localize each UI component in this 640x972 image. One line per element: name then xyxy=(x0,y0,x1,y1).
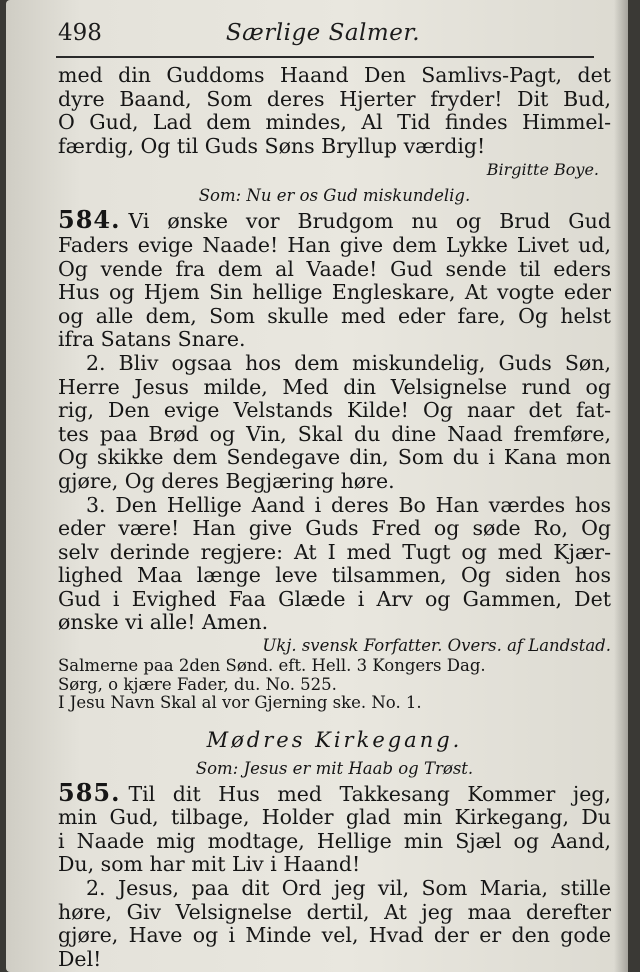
text-line: Og skikke dem Sendegave din, Som du i Kana mon xyxy=(58,446,611,470)
text-line: Og vende fra dem al Vaade! Gud sende til eders xyxy=(58,257,611,281)
page-number: 498 xyxy=(58,20,102,46)
reference-line: I Jesu Navn Skal al vor Gjerning ske. No. 1. xyxy=(58,694,422,713)
hymn-585-verse-1 xyxy=(58,781,611,877)
translator-attribution: Ukj. svensk Forfatter. Overs. af Landstad. xyxy=(262,636,611,656)
hymn-584-tune: Som: Nu er os Gud miskundelig. xyxy=(198,186,471,206)
text-line: 585. Til dit Hus med Takkesang Kommer jeg, xyxy=(58,781,611,807)
text-line: rig, Den evige Velstands Kilde! Og naar det fat- xyxy=(58,399,611,423)
text-line: O Gud, Lad dem mindes, Al Tid findes Himmel- xyxy=(58,111,611,135)
book-page xyxy=(6,0,628,972)
text-line: selv derinde regjere: At I med Tugt og med Kjær- xyxy=(58,540,611,564)
text-line: og alle dem, Som skulle med eder fare, Og helst xyxy=(58,304,611,328)
hymn-584-verse-2 xyxy=(58,352,611,494)
text-line: Del! xyxy=(58,947,102,971)
hymn-585-tune: Som: Jesus er mit Haab og Trøst. xyxy=(195,758,474,778)
previous-hymn-ending xyxy=(58,64,611,158)
text-line: ifra Satans Snare. xyxy=(58,328,246,352)
text-line: gjøre, Og deres Begjæring høre. xyxy=(58,469,395,493)
page-header xyxy=(46,20,600,50)
text-line: ønske vi alle! Amen. xyxy=(58,611,269,635)
text-line: dyre Baand, Som deres Hjerter fryder! Dit Bud, xyxy=(58,87,611,111)
hymn-584-verse-3 xyxy=(58,494,611,636)
text-line: Gud i Evighed Faa Glæde i Arv og Gammen, Det xyxy=(58,587,611,611)
section-title: Mødres Kirkegang. xyxy=(206,727,463,752)
text-line: med din Guddoms Haand Den Samlivs-Pagt, det xyxy=(58,64,611,87)
author-attribution: Birgitte Boye. xyxy=(486,160,599,180)
hymn-585-verse-2 xyxy=(58,877,611,971)
reference-line: Salmerne paa 2den Sønd. eft. Hell. 3 Kongers Dag. xyxy=(58,657,486,676)
hymn-584-verse-1 xyxy=(58,208,611,352)
text-line: gjøre, Have og i Minde vel, Hvad der er den gode xyxy=(58,924,611,948)
text-line: 3. Den Hellige Aand i deres Bo Han værdes hos xyxy=(86,493,611,517)
text-line: Hus og Hjem Sin hellige Engleskare, At vogte eder xyxy=(58,281,611,305)
hymn-number: 584. xyxy=(58,208,121,234)
running-title: Særlige Salmer. xyxy=(225,20,421,46)
text-line: høre, Giv Velsignelse dertil, At jeg maa derefter xyxy=(58,900,611,924)
text-line: min Gud, tilbage, Holder glad min Kirkegang, Du xyxy=(58,806,611,830)
page-content xyxy=(58,64,611,971)
text-line: i Naade mig modtage, Hellige min Sjæl og Aand, xyxy=(58,829,611,853)
text-line: 2. Jesus, paa dit Ord jeg vil, Som Maria, stille xyxy=(86,876,611,900)
page-edge-shadow xyxy=(614,0,628,972)
text-line: eder være! Han give Guds Fred og søde Ro, Og xyxy=(58,517,611,541)
text-line: 2. Bliv ogsaa hos dem miskundelig, Guds Søn, xyxy=(86,351,611,375)
text-line: 584. Vi ønske vor Brudgom nu og Brud Gud xyxy=(58,208,611,234)
text-line: færdig, Og til Guds Søns Bryllup værdig! xyxy=(58,134,486,158)
text-line: Herre Jesus milde, Med din Velsignelse rund og xyxy=(58,375,611,399)
text-line: lighed Maa længe leve tilsammen, Og siden hos xyxy=(58,564,611,588)
hymn-references xyxy=(58,657,611,713)
hymn-number: 585. xyxy=(58,780,121,807)
text-line: Faders evige Naade! Han give dem Lykke Livet ud, xyxy=(58,233,611,257)
text-line: tes paa Brød og Vin, Skal du dine Naad fremføre, xyxy=(58,422,611,446)
text-line: Du, som har mit Liv i Haand! xyxy=(58,853,361,877)
header-rule xyxy=(56,56,594,58)
reference-line: Sørg, o kjære Fader, du. No. 525. xyxy=(58,675,337,694)
